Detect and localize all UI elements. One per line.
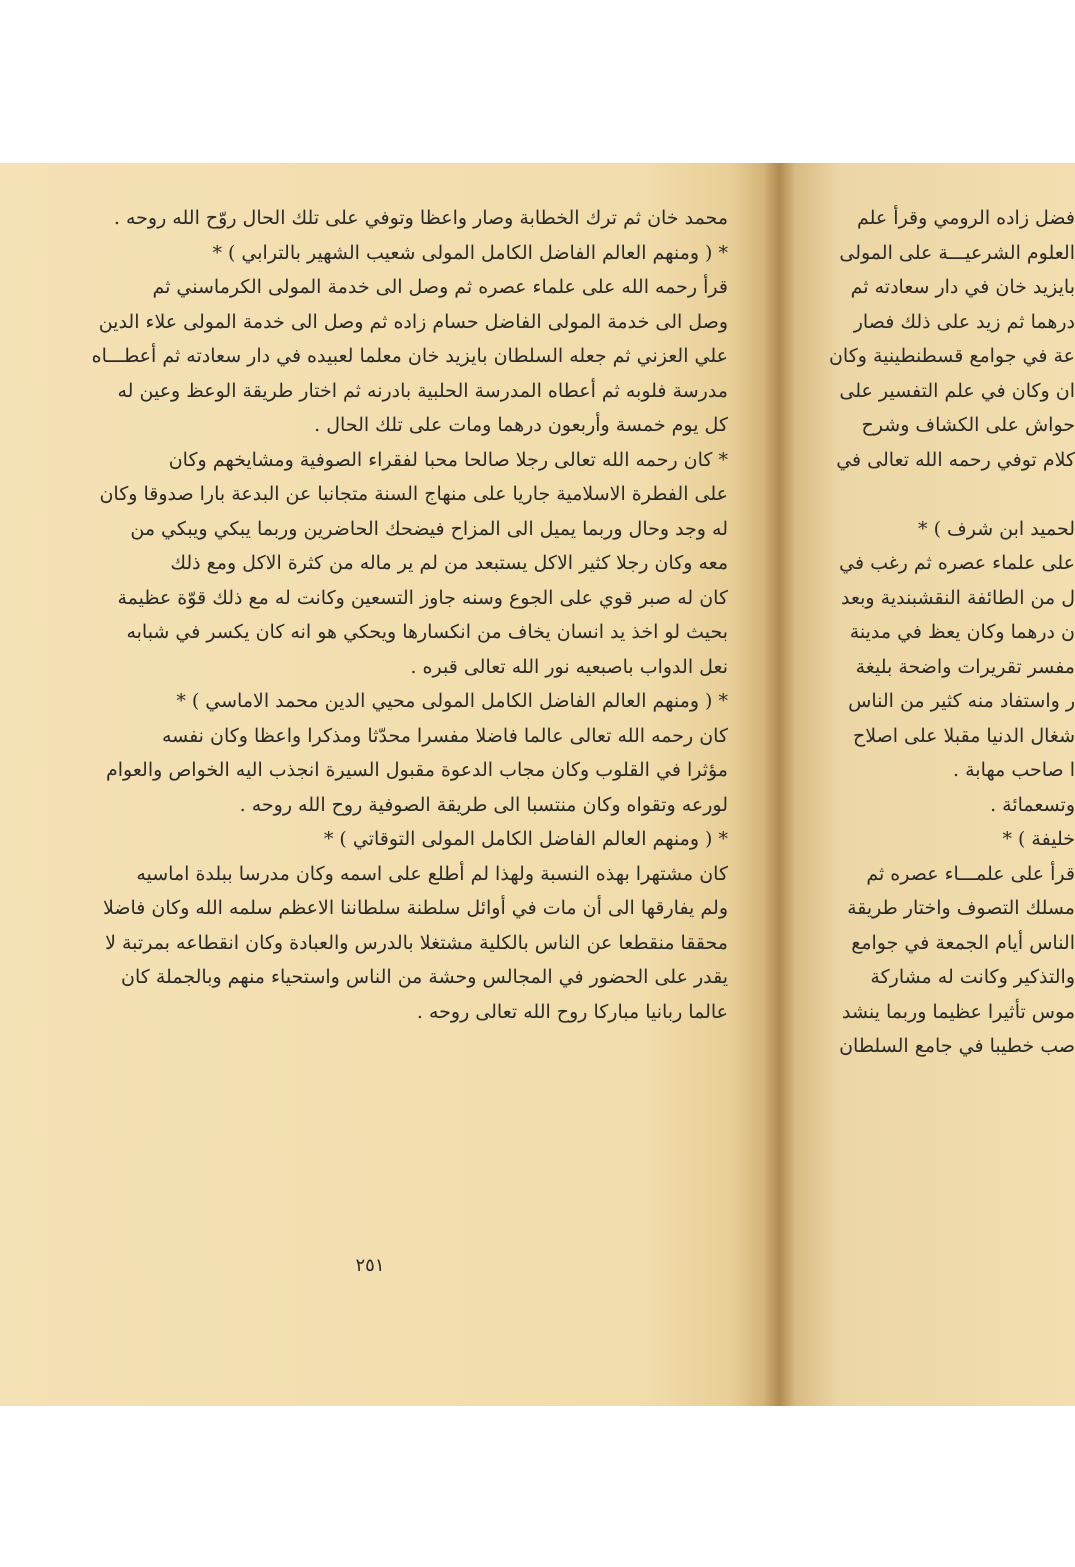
text-line: لحميد ابن شرف ) * <box>918 517 1075 540</box>
text-line: الناس أيام الجمعة في جوامع <box>851 931 1075 954</box>
text-line: له وجد وحال وربما يميل الى المزاح فيضحك الحاضرين وربما يبكي ويبكي من <box>130 517 728 540</box>
text-line: علي العزني ثم جعله السلطان بايزيد خان معلما لعبيده في دار سعادته ثم أعطـــاه <box>91 345 728 367</box>
text-line: كان رحمه الله تعالى عالما فاضلا مفسرا محدّثا ومذكرا واعظا وكان نفسه <box>161 724 728 747</box>
text-line: وتسعمائة . <box>990 793 1075 816</box>
text-line: محققا منقطعا عن الناس بالكلية مشتغلا بالدرس والعبادة وكان انقطاعه بمرتبة لا <box>105 931 728 954</box>
text-line: موس تأثيرا عظيما وربما ينشد <box>842 1000 1075 1023</box>
text-line: خليفة ) * <box>1002 828 1075 850</box>
text-line <box>805 477 1075 512</box>
text-line: نعل الدواب باصبعيه نور الله تعالى قبره . <box>410 655 728 678</box>
text-line: ولم يفارقها الى أن مات في أوائل سلطنة سلطاننا الاعظم سلمه الله وكان فاضلا <box>103 897 728 919</box>
text-line: العلوم الشرعيـــة على المولى <box>839 241 1075 264</box>
text-line: ا صاحب مهابة . <box>953 759 1075 781</box>
text-line: فضل زاده الرومي وقرأ علم <box>856 207 1075 229</box>
text-line: درهما ثم زيد على ذلك فصار <box>853 310 1075 333</box>
text-line: مسلك التصوف واختار طريقة <box>847 897 1075 919</box>
book-scan <box>0 163 1075 1406</box>
right-page-text <box>805 201 1075 1064</box>
text-line: ل من الطائفة النقشبندية وبعد <box>840 586 1075 609</box>
text-line: مؤثرا في القلوب وكان مجاب الدعوة مقبول السيرة انجذب اليه الخواص والعوام <box>106 759 728 781</box>
text-line: على الفطرة الاسلامية جاريا على منهاج السنة متجانبا عن البدعة بارا صدوقا وكان <box>99 483 728 505</box>
text-line: وصل الى خدمة المولى الفاضل حسام زاده ثم وصل الى خدمة المولى علاء الدين <box>98 310 728 333</box>
text-line: * ( ومنهم العالم الفاضل الكامل المولى شعيب الشهير بالترابي ) * <box>212 241 728 264</box>
text-line: * كان رحمه الله تعالى رجلا صالحا محبا لفقراء الصوفية ومشايخهم وكان <box>168 448 728 471</box>
text-line: مفسر تقريرات واضحة بليغة <box>855 655 1075 678</box>
text-line: عة في جوامع قسطنطينية وكان <box>828 345 1075 367</box>
text-line: محمد خان ثم ترك الخطابة وصار واعظا وتوفي على تلك الحال روّح الله روحه . <box>113 207 728 229</box>
text-line: معه وكان رجلا كثير الاكل يستبعد من لم ير ماله من كثرة الاكل ومع ذلك <box>170 552 728 574</box>
text-line: ر واستفاد منه كثير من الناس <box>848 690 1075 712</box>
text-line: شغال الدنيا مقبلا على اصلاح <box>852 724 1075 747</box>
text-line: ان وكان في علم التفسير على <box>839 379 1075 402</box>
text-line: مدرسة فلوبه ثم أعطاه المدرسة الحلبية بادرنه ثم اختار طريقة الوعظ وعين له <box>117 379 728 402</box>
text-line: قرأ رحمه الله على علماء عصره ثم وصل الى خدمة المولى الكرماسني ثم <box>152 276 728 298</box>
text-line: * ( ومنهم العالم الفاضل الكامل المولى التوقاتي ) * <box>323 828 728 850</box>
text-line: ن درهما وكان يعظ في مدينة <box>849 621 1075 643</box>
text-line: قرأ على علمـــاء عصره ثم <box>866 862 1075 885</box>
right-page <box>775 163 1075 1406</box>
text-line: * ( ومنهم العالم الفاضل الكامل المولى محيي الدين محمد الاماسي ) * <box>176 690 728 712</box>
text-line: حواش على الكشاف وشرح <box>861 414 1075 436</box>
left-page <box>0 163 760 1406</box>
text-line: بحيث لو اخذ يد انسان يخاف من انكسارها ويحكي هو انه كان يكسر في شبابه <box>126 621 728 643</box>
text-line: بايزيد خان في دار سعادته ثم <box>850 276 1075 298</box>
text-line: عالما ربانيا مباركا روح الله تعالى روحه . <box>416 1000 728 1023</box>
text-line: والتذكير وكانت له مشاركة <box>870 966 1075 988</box>
text-line: لورعه وتقواه وكان منتسبا الى طريقة الصوفية روح الله روحه . <box>239 793 728 816</box>
text-line: يقدر على الحضور في المجالس وحشة من الناس واستحياء منهم وبالجملة كان <box>121 966 728 988</box>
text-line: صب خطيبا في جامع السلطان <box>839 1035 1075 1057</box>
text-line: كان مشتهرا بهذه النسبة ولهذا لم أطلع على اسمه وكان مدرسا ببلدة اماسيه <box>136 862 728 885</box>
text-line: كلام توفي رحمه الله تعالى في <box>836 448 1075 471</box>
text-line: كل يوم خمسة وأربعون درهما ومات على تلك الحال . <box>314 414 728 436</box>
left-page-text <box>28 201 728 1029</box>
text-line: كان له صبر قوي على الجوع وسنه جاوز التسعين وكانت له مع ذلك قوّة عظيمة <box>117 586 728 609</box>
text-line: على علماء عصره ثم رغب في <box>839 552 1075 574</box>
page-number: ٢٥١ <box>355 1255 385 1276</box>
